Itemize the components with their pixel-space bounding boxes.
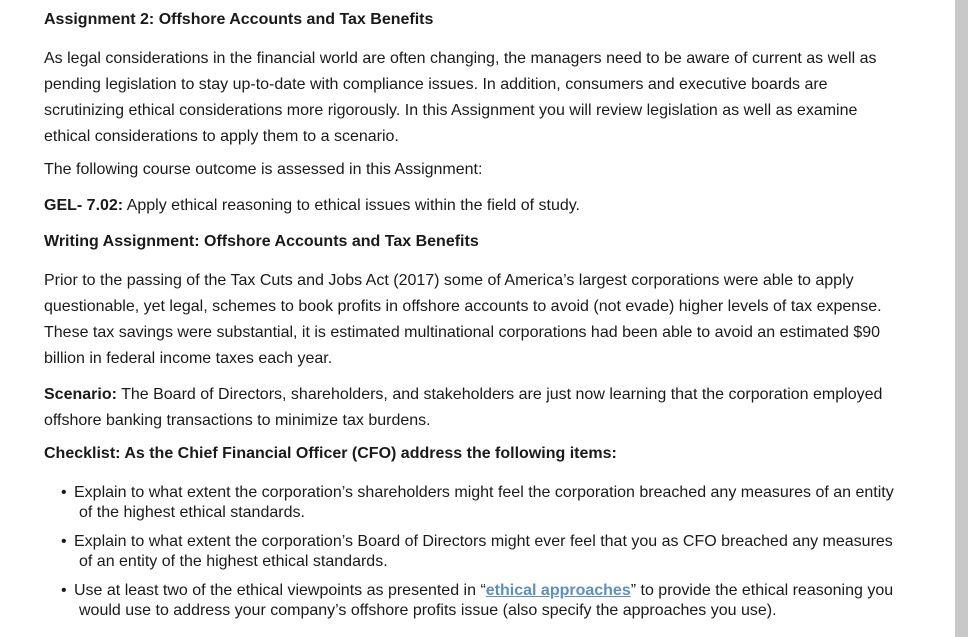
checklist [44,483,904,620]
bullet-icon: • [61,484,67,501]
assignment-content [44,10,904,630]
list-item [44,581,899,620]
bullet-icon: • [61,582,67,599]
intro-paragraph: As legal considerations in the financial world are often changing, the managers need to be aware of current as well as pending legislation to stay up-to-date with compliance issues. In addition, consumers and executive boards are scrutinizing ethical considerations more rigorously. In this Assignment you will review legislation as well as examine ethical considerations to apply them to a scenario. [44,50,877,145]
scenario-paragraph [44,382,904,434]
checklist-item-3-before: Use at least two of the ethical viewpoints as presented in “ [74,582,486,599]
scenario-label: Scenario: [44,386,117,403]
outcome-code: GEL- 7.02: [44,197,124,214]
background-paragraph: Prior to the passing of the Tax Cuts and Jobs Act (2017) some of America’s largest corporations were able to apply questionable, yet legal, schemes to book profits in offshore accounts to avoid (not evade) higher levels of tax expense. These tax savings were substantial, it is estimated multinational corporations had been able to avoid an estimated $90 billion in federal income taxes each year. [44,272,882,367]
list-item [44,483,899,522]
checklist-item-2: Explain to what extent the corporation’s Board of Directors might ever feel that you as CFO breached any measures of an entity of the highest ethical standards. [74,533,893,570]
outcome-text: Apply ethical reasoning to ethical issues within the field of study. [123,197,580,214]
outcome-intro: The following course outcome is assessed in this Assignment: [44,161,483,178]
checklist-item-3-after: ” to provide the ethical reasoning you would use to address your company’s offshore profits issue (also specify the approaches you use). [79,582,894,619]
list-item [44,532,899,571]
bullet-icon: • [61,533,67,550]
checklist-heading: Checklist: As the Chief Financial Officer (CFO) address the following items: [44,445,617,462]
vertical-scrollbar[interactable] [955,0,968,637]
assignment-title: Assignment 2: Offshore Accounts and Tax Benefits [44,11,434,28]
course-outcome [44,196,904,216]
ethical-approaches-link[interactable]: ethical approaches [485,582,631,599]
scenario-text: The Board of Directors, shareholders, and stakeholders are just now learning that the corporation employed offshore banking transactions to minimize tax burdens. [44,386,883,429]
writing-assignment-heading: Writing Assignment: Offshore Accounts and Tax Benefits [44,233,479,250]
checklist-item-1: Explain to what extent the corporation’s shareholders might feel the corporation breached any measures of an entity of the highest ethical standards. [74,484,894,521]
